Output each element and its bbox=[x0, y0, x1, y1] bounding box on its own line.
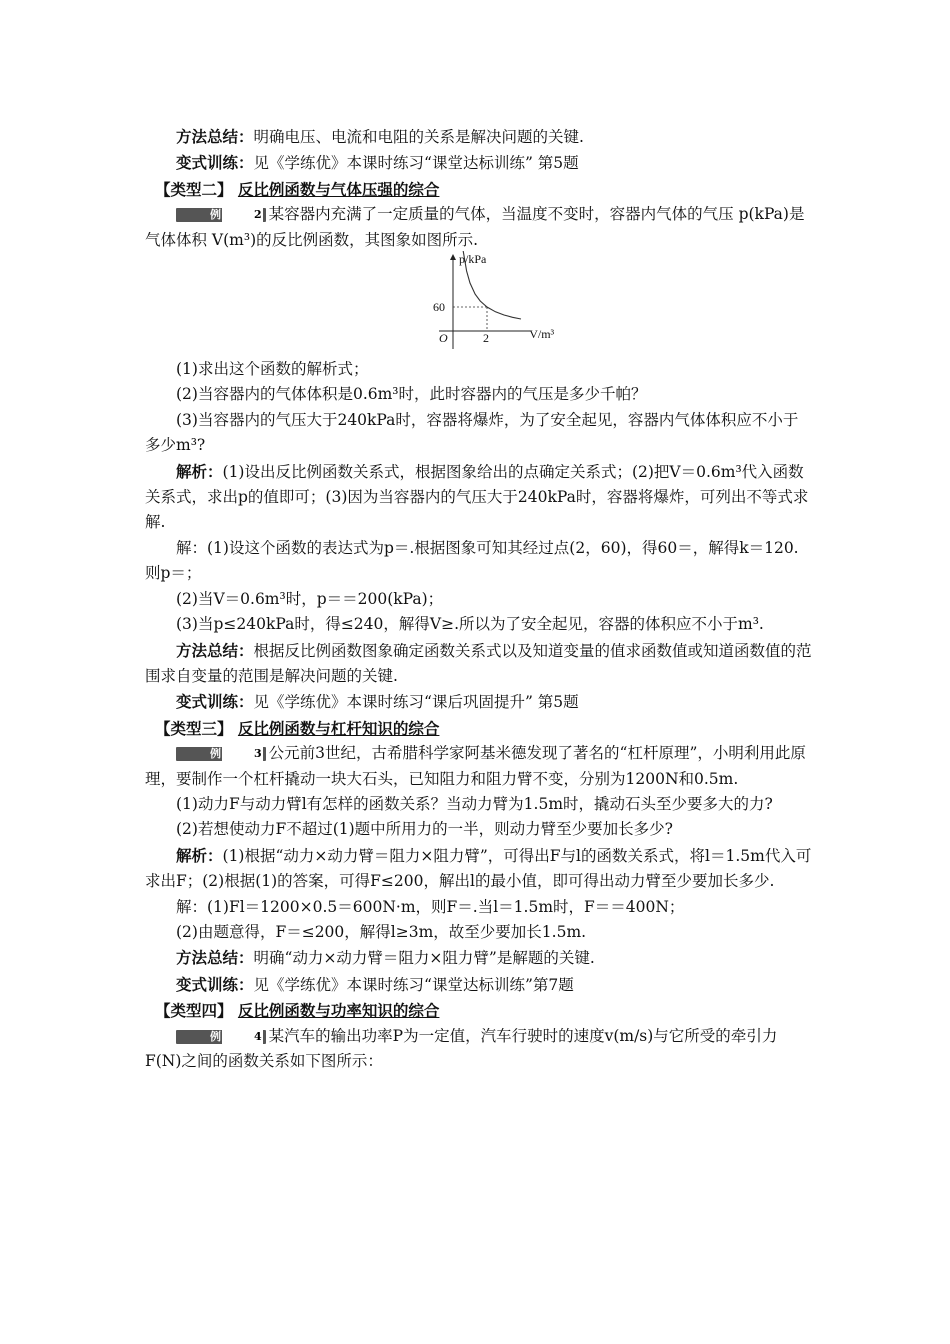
type-four-heading: 【类型四】 反比例函数与功率知识的综合 bbox=[155, 1001, 440, 1021]
solution-2-step-1: 解：(1)设这个函数的表达式为p＝.根据图象可知其经过点(2，60)，得60＝，解得k＝120.则p＝； bbox=[145, 538, 799, 583]
example-badge: 例 2 bbox=[176, 208, 266, 222]
y-axis-arrow bbox=[450, 254, 456, 260]
type-three-heading: 【类型三】 反比例函数与杠杆知识的综合 bbox=[155, 718, 440, 738]
y-tick-label: 60 bbox=[433, 300, 445, 315]
type-two-heading: 【类型二】 反比例函数与气体压强的综合 bbox=[155, 179, 440, 199]
x-tick-label: 2 bbox=[483, 331, 489, 346]
analysis-2: 解析：(1)设出反比例函数关系式，根据图象给出的点确定关系式；(2)把V＝0.6m³代入函数关系式，求出p的值即可；(3)因为当容器内的气压大于240kPa时，容器将爆炸，可列出不等式求解. bbox=[145, 461, 809, 532]
example-3: 例 3 公元前3世纪，古希腊科学家阿基米德发现了著名的“杠杆原理”，小明利用此原理，要制作一个杠杆撬动一块大石头，已知阻力和阻力臂不变，分别为1200N和0.5m. bbox=[145, 744, 806, 788]
method-summary-2: 方法总结：根据反比例函数图象确定函数关系式以及知道变量的值求函数值或知道函数值的范围求自变量的范围是解决问题的关键. bbox=[145, 640, 812, 685]
example-badge: 例 4 bbox=[176, 1030, 266, 1044]
solution-2-step-2: (2)当V＝0.6m³时，p＝＝200(kPa)； bbox=[176, 589, 444, 608]
question-2: (2)当容器内的气体体积是0.6m³时，此时容器内的气压是多少千帕？ bbox=[176, 385, 647, 404]
analysis-3: 解析：(1)根据“动力×动力臂＝阻力×阻力臂”，可得出F与l的函数关系式，将l＝1.5m代入可求出F；(2)根据(1)的答案，可得F≤200，解出l的最小值，即可得出动力臂至少要加长多少. bbox=[145, 845, 812, 891]
chart-svg bbox=[415, 251, 575, 355]
pressure-volume-graph bbox=[145, 253, 813, 357]
document-page bbox=[145, 124, 813, 1074]
question-1: (1)求出这个函数的解析式； bbox=[176, 360, 369, 379]
variant-training-1: 变式训练：见《学练优》本课时练习“课堂达标训练” 第5题 bbox=[176, 153, 579, 173]
x-axis-label: V/m³ bbox=[529, 327, 555, 342]
example-badge: 例 3 bbox=[176, 747, 266, 761]
variant-training-3: 变式训练：见《学练优》本课时练习“课堂达标训练”第7题 bbox=[176, 974, 574, 994]
y-axis-label: p/kPa bbox=[459, 252, 487, 267]
example-2: 例 2 某容器内充满了一定质量的气体，当温度不变时，容器内气体的气压 p(kPa)是气体体积 V(m³)的反比例函数，其图象如图所示. bbox=[145, 205, 805, 249]
solution-3-step-2: (2)由题意得，F＝≤200，解得l≥3m，故至少要加长1.5m. bbox=[176, 922, 587, 941]
origin-label: O bbox=[439, 331, 448, 346]
example-4: 例 4 某汽车的输出功率P为一定值，汽车行驶时的速度v(m/s)与它所受的牵引力F(N)之间的函数关系如下图所示： bbox=[145, 1026, 778, 1070]
solution-3-step-1: 解：(1)Fl＝1200×0.5＝600N·m，则F＝.当l＝1.5m时，F＝＝400N； bbox=[176, 897, 685, 916]
variant-training-2: 变式训练：见《学练优》本课时练习“课后巩固提升” 第5题 bbox=[176, 692, 579, 712]
question-3-2: (2)若想使动力F不超过(1)题中所用力的一半，则动力臂至少要加长多少? bbox=[176, 820, 673, 839]
question-3-1: (1)动力F与动力臂l有怎样的函数关系？当动力臂为1.5m时，撬动石头至少要多大的力? bbox=[176, 794, 773, 813]
solution-2-step-3: (3)当p≤240kPa时，得≤240，解得V≥.所以为了安全起见，容器的体积应不小于m³. bbox=[176, 615, 764, 634]
method-summary-1: 方法总结：明确电压、电流和电阻的关系是解决问题的关键. bbox=[176, 127, 584, 146]
question-3: (3)当容器内的气压大于240kPa时，容器将爆炸，为了安全起见，容器内气体体积应不小于多少m³? bbox=[145, 410, 799, 455]
method-summary-3: 方法总结：明确“动力×动力臂＝阻力×阻力臂”是解题的关键. bbox=[176, 948, 595, 968]
